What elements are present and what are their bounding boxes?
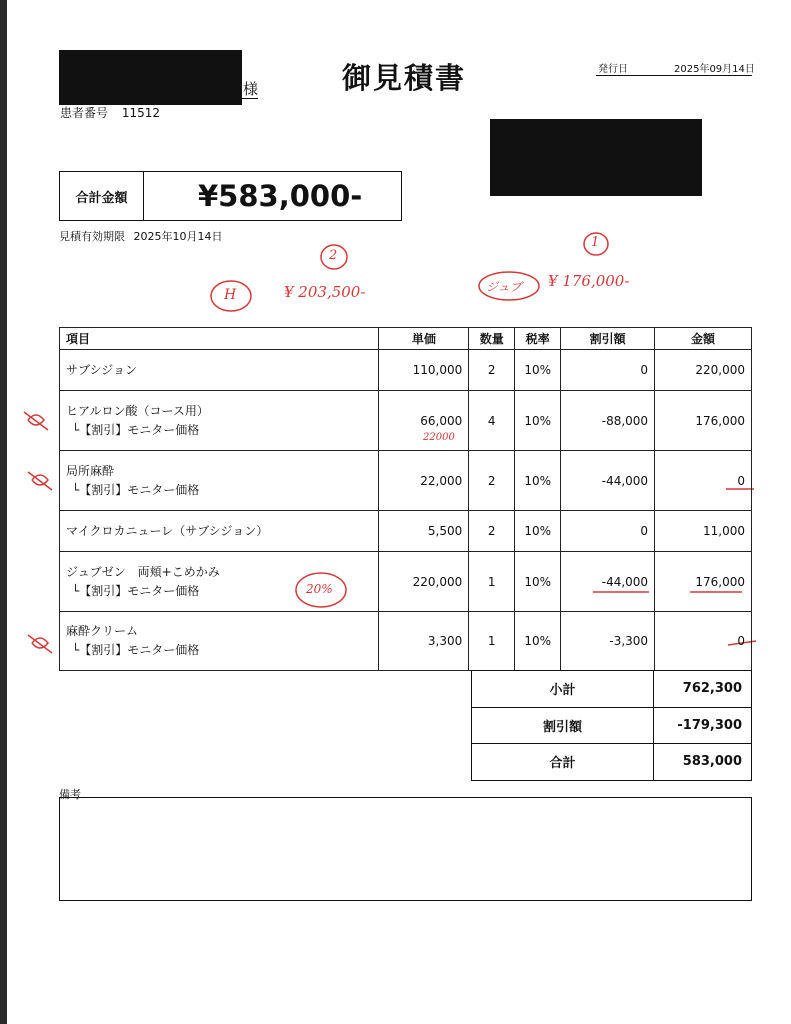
table-row [60,391,752,451]
row-unit-price: 5,500 [379,511,469,552]
table-row [60,511,752,552]
header-item: 項目 [60,328,379,350]
patient-label: 患者番号 [60,106,109,120]
mark-row6 [28,635,52,653]
summary-table [471,670,752,781]
hand-circle-1: 1 [591,235,600,250]
table-row [60,451,752,511]
row-item [60,552,379,612]
row-tax: 10% [515,451,561,511]
item-name: ジュブゼン 両頬+こめかみ [66,564,220,579]
row-unit-price: 22,000 [379,451,469,511]
row-discount: -88,000 [561,391,655,451]
table-header-row [60,328,752,350]
table-row [60,612,752,671]
remarks-box [59,797,752,901]
row-item [60,511,379,552]
items-table [59,327,752,671]
row-item [60,391,379,451]
discount-total-value: -179,300 [654,707,752,744]
total-amount-value: ¥583,000- [198,179,363,213]
item-name: ヒアルロン酸（コース用） [66,403,209,418]
item-discount-note: └【割引】モニター価格 [72,643,200,657]
row-tax: 10% [515,511,561,552]
item-name: 麻酔クリーム [66,624,139,638]
row-unit-price: 110,000 [379,350,469,391]
issue-date: 2025年09月14日 [674,64,755,75]
remarks-label: 備考 [59,788,81,801]
item-discount-note: └【割引】モニター価格 [72,422,200,437]
mark-row3 [28,472,52,490]
header-unit-price: 単価 [379,328,469,350]
total-amount-label: 合計金額 [60,172,144,220]
discount-total-label: 割引額 [472,707,654,744]
item-discount-note: └【割引】モニター価格 [72,583,200,598]
row-tax: 10% [515,552,561,612]
row-discount: 0 [561,511,655,552]
item-name: 局所麻酔 [66,463,115,478]
patient-value: 11512 [121,106,161,120]
validity-label: 見積有効期限 [59,230,125,243]
row-tax: 10% [515,350,561,391]
page-title: 御見積書 [342,61,467,95]
row-qty: 4 [469,391,515,451]
hand-juve: ジュブ [486,280,522,294]
row-tax: 10% [515,391,561,451]
row-unit-price: 3,300 [379,612,469,671]
hand-circle-2: 2 [329,248,338,263]
grand-total-value: 583,000 [654,744,752,781]
row-qty: 1 [469,612,515,671]
subtotal-label: 小計 [472,671,654,708]
row-item [60,350,379,391]
row-item [60,451,379,511]
row-amount: 176,000 [655,391,752,451]
row-amount: 176,000 [655,552,752,612]
hand-h: H [224,287,237,303]
row-tax: 10% [515,612,561,671]
row-amount: 11,000 [655,511,752,552]
row-qty: 2 [469,451,515,511]
row-amount: 0 [655,612,752,671]
item-name: サブシジョン [66,362,137,377]
table-row [60,350,752,391]
summary-row [472,671,752,708]
row-unit-price: 66,000 [379,391,469,451]
table-row [60,552,752,612]
row-qty: 2 [469,511,515,552]
row-discount: 0 [561,350,655,391]
row-qty: 1 [469,552,515,612]
item-name: マイクロカニューレ（サブシジョン） [66,523,269,538]
row-discount: -3,300 [561,612,655,671]
honorific: 様 [243,80,259,98]
row-item [60,612,379,671]
row-amount: 220,000 [655,350,752,391]
mark-row2 [24,412,48,430]
summary-row [472,744,752,781]
item-discount-note: └【割引】モニター価格 [72,482,200,497]
summary-row [472,707,752,744]
row-unit-price: 220,000 [379,552,469,612]
hand-20pct: 20% [306,582,333,596]
issue-date-label: 発行日 [598,64,628,75]
hand-amount-2: ¥ 203,500- [284,283,366,301]
row-qty: 2 [469,350,515,391]
row-amount: 0 [655,451,752,511]
hand-amount-1: ¥ 176,000- [548,272,630,290]
header-amount: 金額 [655,328,752,350]
header-qty: 数量 [469,328,515,350]
header-discount: 割引額 [561,328,655,350]
row-discount: -44,000 [561,552,655,612]
header-tax: 税率 [515,328,561,350]
subtotal-value: 762,300 [654,671,752,708]
validity-date: 2025年10月14日 [133,230,223,243]
grand-total-label: 合計 [472,744,654,781]
hand-note-22000: 22000 [423,432,455,443]
row-discount: -44,000 [561,451,655,511]
